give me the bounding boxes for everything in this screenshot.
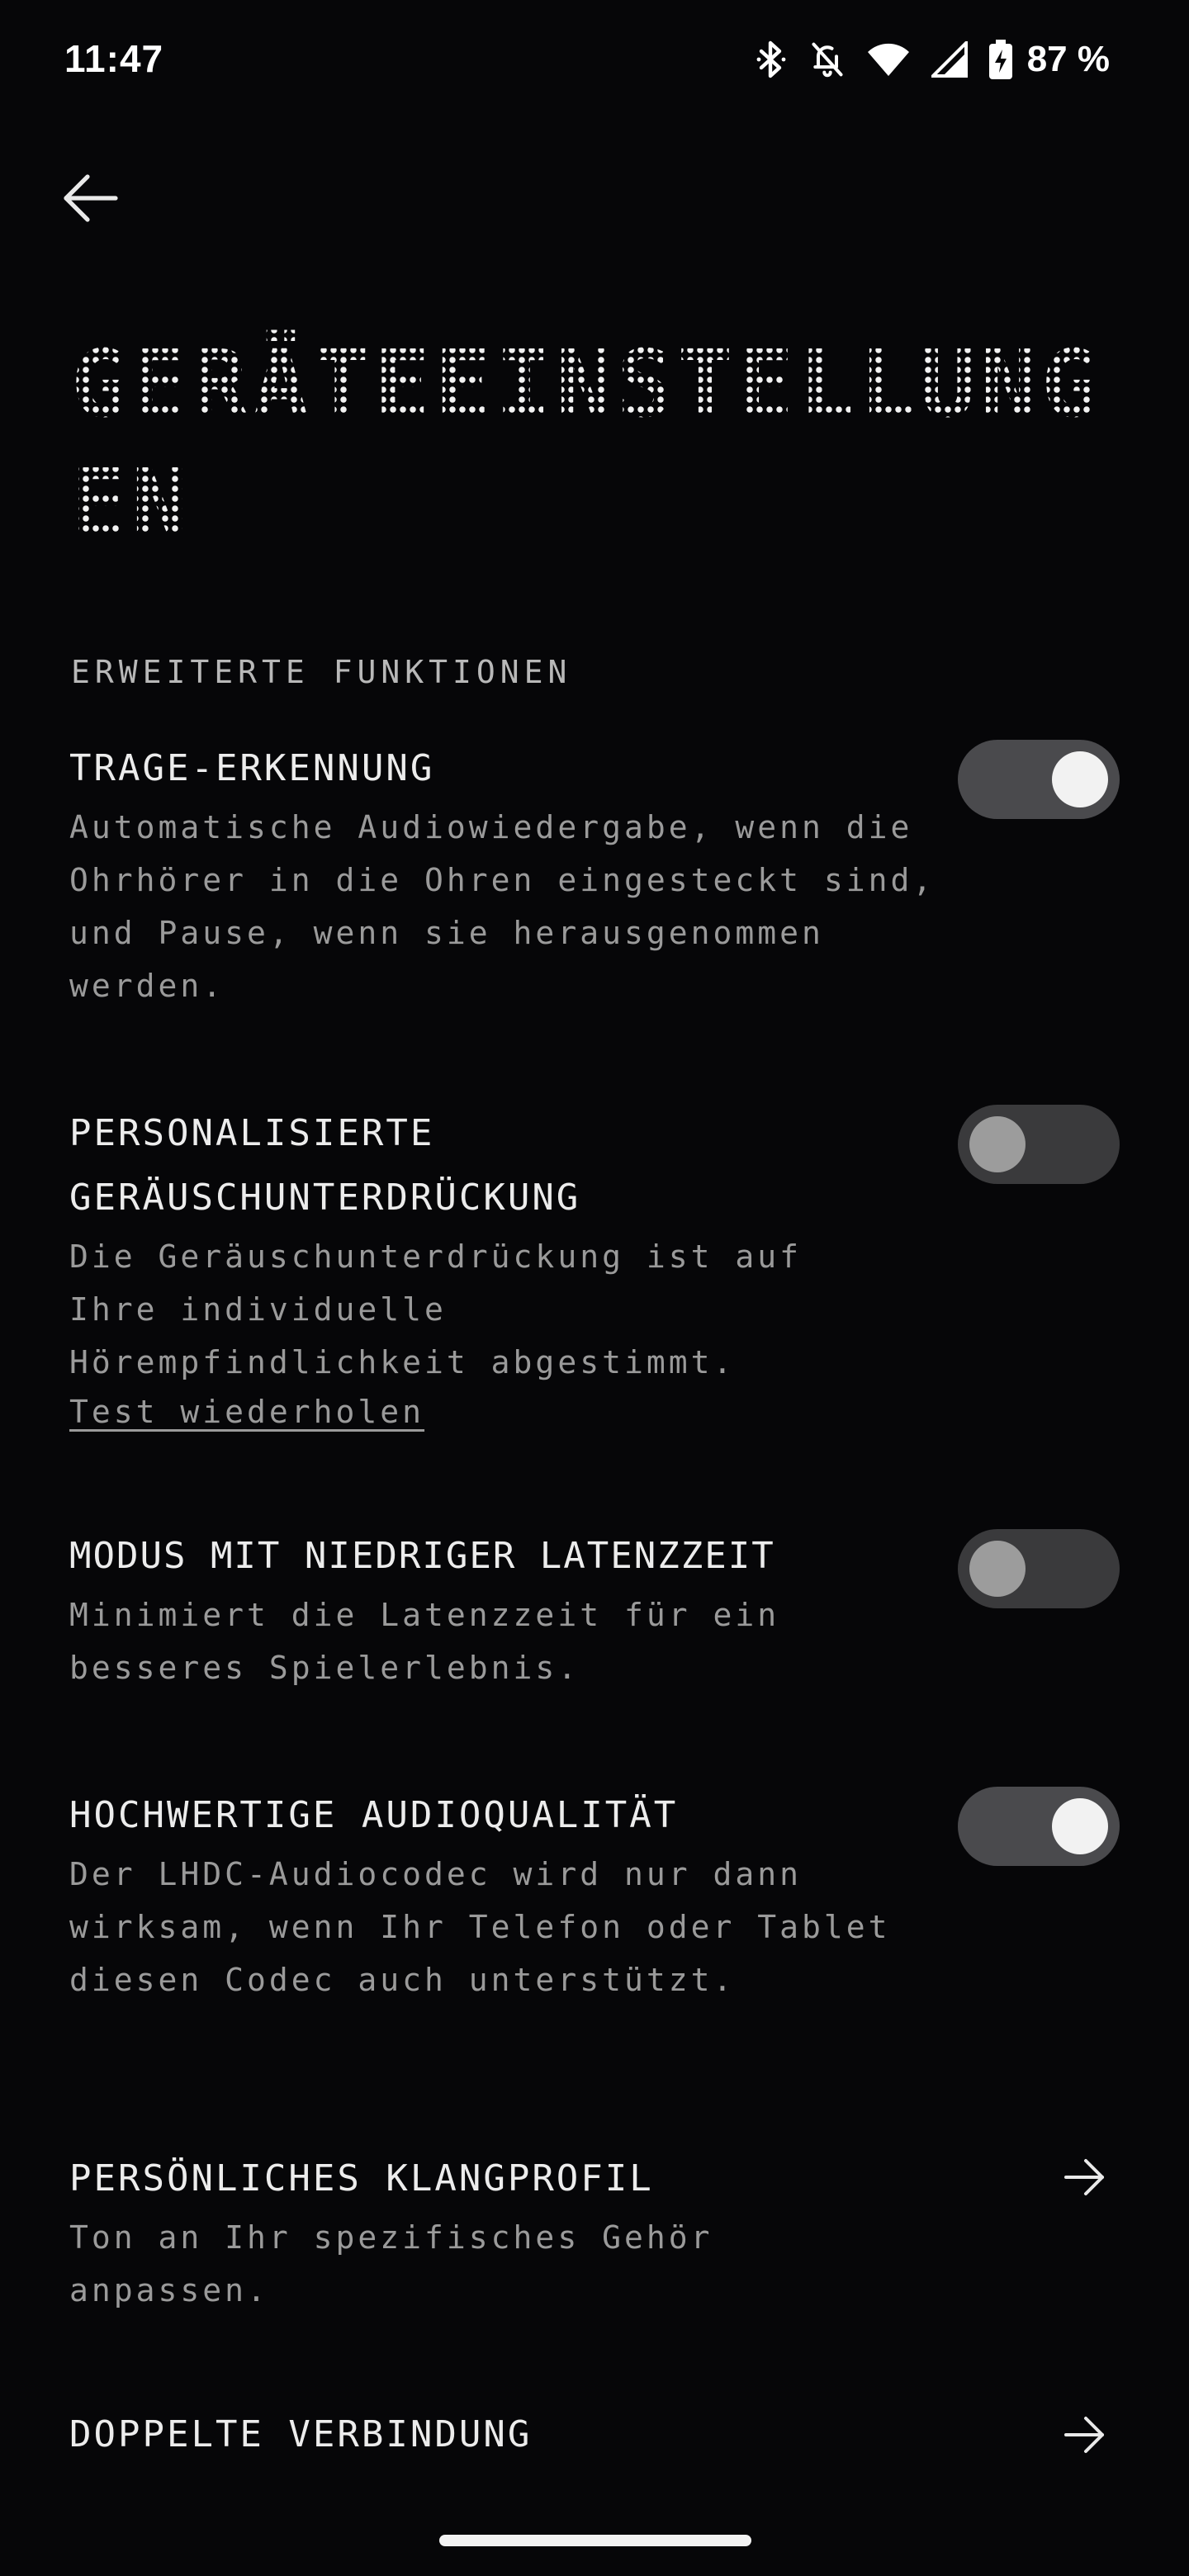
home-indicator[interactable] xyxy=(439,2535,751,2546)
setting-title: DOPPELTE VERBINDUNG xyxy=(69,2413,533,2455)
setting-title: PERSÖNLICHES KLANGPROFIL xyxy=(69,2157,654,2200)
setting-description: Die Geräuschunterdrückung ist auf Ihre individuelle Hörempfindlichkeit abgestimmt. xyxy=(69,1238,802,1380)
arrow-right-icon[interactable] xyxy=(1057,2150,1111,2204)
setting-title: TRAGE-ERKENNUNG xyxy=(69,747,435,789)
bell-off-icon xyxy=(809,40,846,79)
wifi-icon xyxy=(867,41,910,78)
toggle-high-quality-audio[interactable] xyxy=(958,1787,1120,1866)
bluetooth-icon xyxy=(755,40,788,79)
setting-title: HOCHWERTIGE AUDIOQUALITÄT xyxy=(69,1794,679,1836)
toggle-low-latency[interactable] xyxy=(958,1529,1120,1608)
toggle-knob xyxy=(1052,751,1108,807)
retest-link[interactable]: Test wiederholen xyxy=(69,1394,425,1430)
setting-title: MODUS MIT NIEDRIGER LATENZZEIT xyxy=(69,1535,775,1577)
toggle-knob xyxy=(969,1116,1026,1172)
status-bar xyxy=(0,0,1189,116)
cellular-signal-icon xyxy=(931,41,968,78)
battery-charging-icon xyxy=(989,40,1012,79)
arrow-left-icon xyxy=(59,167,122,230)
toggle-knob xyxy=(1052,1798,1108,1854)
page-title: GERÄTEEINSTELLUNGEN xyxy=(71,325,1144,563)
setting-description: Minimiert die Latenzzeit für ein besseres Spielerlebnis. xyxy=(69,1597,780,1686)
arrow-right-icon[interactable] xyxy=(1057,2408,1111,2462)
status-time: 11:47 xyxy=(64,37,164,80)
toggle-personalized-anc[interactable] xyxy=(958,1105,1120,1184)
battery-percentage: 87 % xyxy=(1026,39,1110,79)
section-header: ERWEITERTE FUNKTIONEN xyxy=(71,654,572,690)
toggle-wear-detection[interactable] xyxy=(958,740,1120,819)
toggle-knob xyxy=(969,1541,1026,1597)
back-button[interactable] xyxy=(51,159,130,238)
status-icons xyxy=(755,35,1110,84)
setting-description: Der LHDC-Audiocodec wird nur dann wirksam, wenn Ihr Telefon oder Tablet diesen Codec auch unterstützt. xyxy=(69,1856,891,1998)
setting-dual-connection[interactable] xyxy=(69,2403,1126,2467)
setting-description: Automatische Audiowiedergabe, wenn die Ohrhörer in die Ohren eingesteckt sind, und Pause, wenn sie herausgenommen werden. xyxy=(69,809,936,1004)
setting-sound-profile[interactable] xyxy=(69,2147,1126,2317)
setting-description: Ton an Ihr spezifisches Gehör anpassen. xyxy=(69,2219,713,2308)
setting-title: PERSONALISIERTE GERÄUSCHUNTERDRÜCKUNG xyxy=(69,1112,581,1219)
